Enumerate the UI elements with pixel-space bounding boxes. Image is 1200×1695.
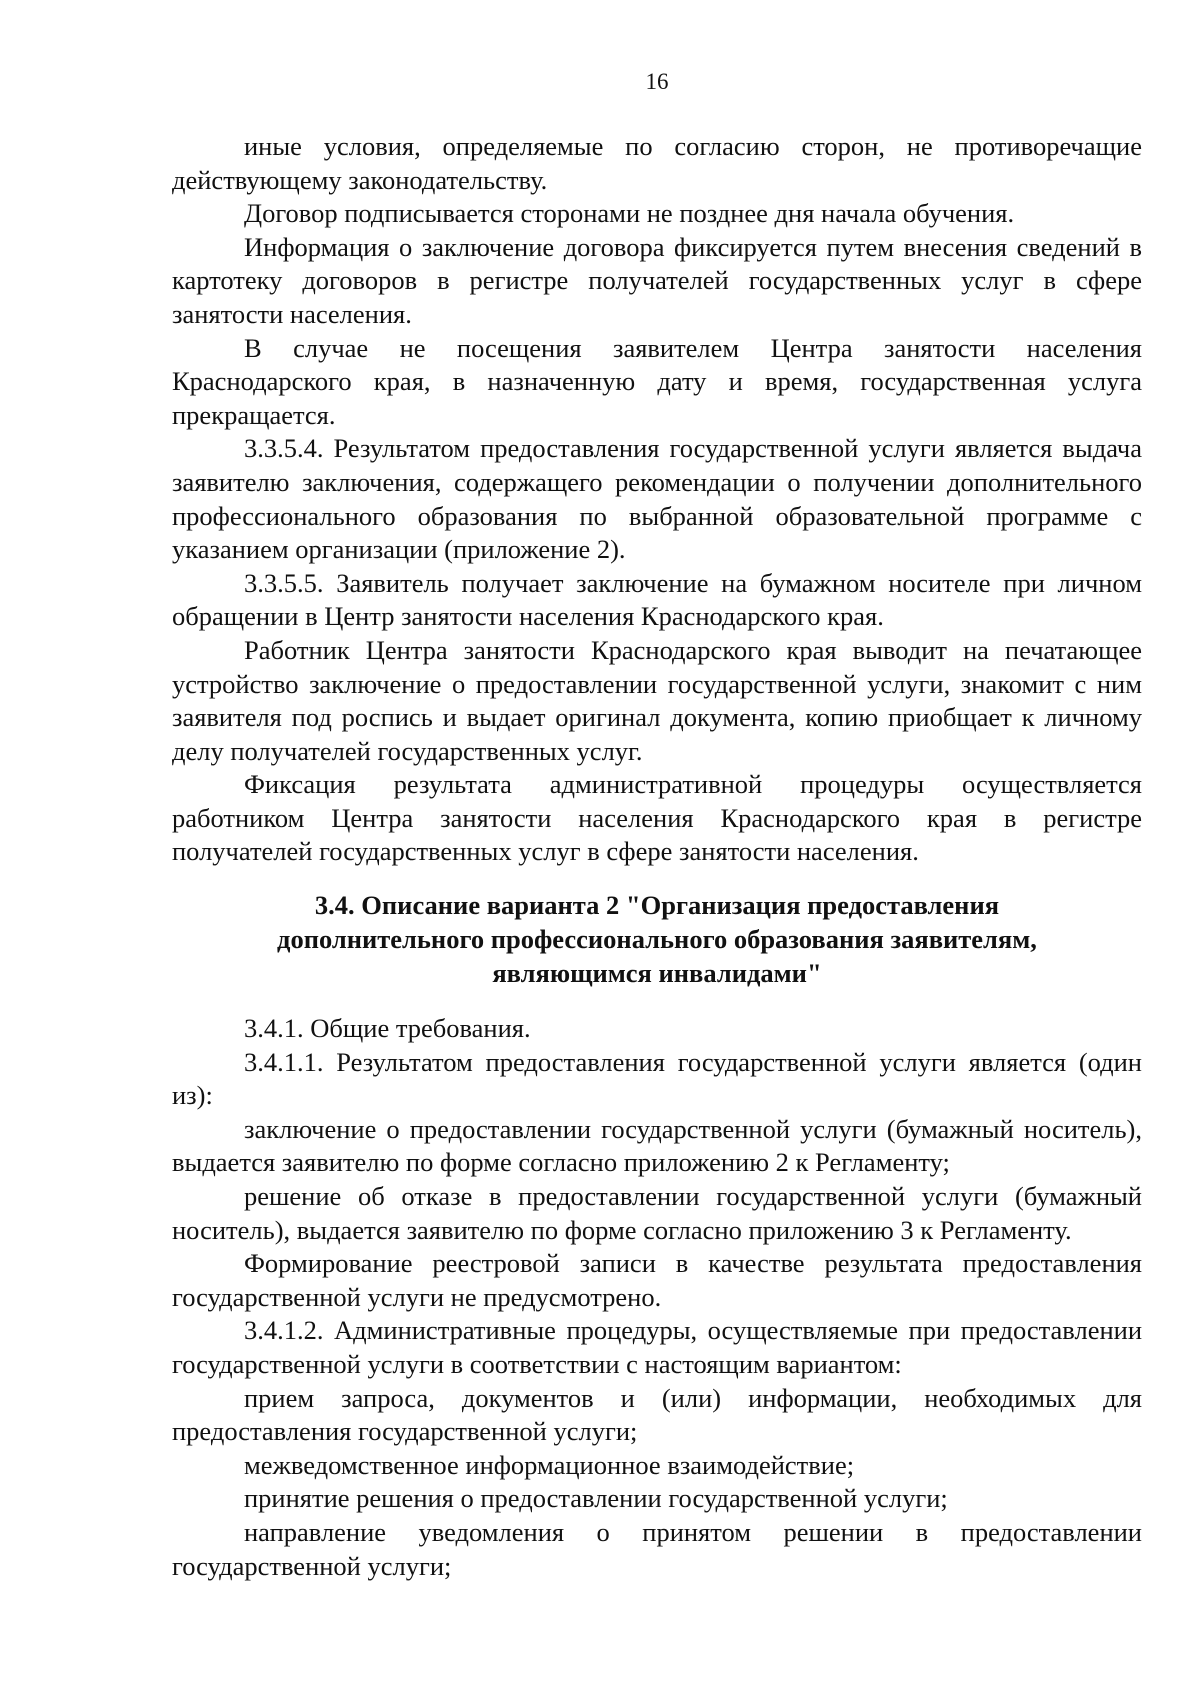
- section-text: [172, 1012, 1142, 1583]
- paragraph: Формирование реестровой записи в качестве результата предоставления государственной услуги не предусмотрено.: [172, 1248, 1142, 1312]
- section-heading-line: 3.4. Описание варианта 2 "Организация предоставления: [314, 890, 1000, 920]
- paragraph: 3.3.5.4. Результатом предоставления государственной услуги является выдача заявителю заключения, содержащего рекомендации о получении дополнительного профессионального образования по выбранной образовательной программе с указанием организации (приложение 2).: [172, 433, 1142, 565]
- paragraph: 3.4.1.1. Результатом предоставления государственной услуги является (один из):: [172, 1046, 1142, 1111]
- section-heading-line: дополнительного профессионального образования заявителям,: [277, 924, 1037, 954]
- paragraph: иные условия, определяемые по согласию сторон, не противоречащие действующему законодательству.: [172, 131, 1142, 195]
- paragraph: 3.3.5.5. Заявитель получает заключение на бумажном носителе при личном обращении в Центр занятости населения Краснодарского края.: [172, 567, 1142, 632]
- paragraph: прием запроса, документов и (или) информации, необходимых для предоставления государственной услуги;: [172, 1382, 1142, 1447]
- paragraph: межведомственное информационное взаимодействие;: [244, 1449, 855, 1480]
- paragraph: заключение о предоставлении государственной услуги (бумажный носитель), выдается заявителю по форме согласно приложению 2 к Регламенту;: [172, 1113, 1142, 1178]
- section-heading-line: являющимся инвалидами": [492, 958, 822, 988]
- paragraph: 3.4.1.2. Административные процедуры, осуществляемые при предоставлении государственной услуги в соответствии с настоящим вариантом:: [172, 1315, 1142, 1379]
- paragraph: принятие решения о предоставлении государственной услуги;: [244, 1483, 948, 1514]
- paragraph: 3.4.1. Общие требования.: [244, 1013, 531, 1043]
- paragraph: решение об отказе в предоставлении государственной услуги (бумажный носитель), выдается заявителю по форме согласно приложению 3 к Регламенту.: [172, 1180, 1142, 1245]
- paragraph: Работник Центра занятости Краснодарского края выводит на печатающее устройство заключение о предоставлении государственной услуги, знакомит с ним заявителя под роспись и выдает оригинал документа, копию приобщает к личному делу получателей государственных услуг.: [172, 634, 1142, 766]
- paragraph: Информация о заключение договора фиксируется путем внесения сведений в картотеку договоров в регистре получателей государственных услуг в сфере занятости населения.: [172, 231, 1142, 329]
- page-number: 16: [645, 69, 669, 94]
- paragraph: Договор подписывается сторонами не позднее дня начала обучения.: [244, 198, 1015, 229]
- body-text: [172, 130, 1142, 869]
- paragraph: направление уведомления о принятом решении в предоставлении государственной услуги;: [172, 1516, 1142, 1581]
- paragraph: Фиксация результата административной процедуры осуществляется работником Центра занятости населения Краснодарского края в регистре получателей государственных услуг в сфере занятости населения.: [172, 769, 1142, 867]
- paragraph: В случае не посещения заявителем Центра занятости населения Краснодарского края, в назначенную дату и время, государственная услуга прекращается.: [172, 332, 1142, 430]
- section-heading: [172, 888, 1142, 990]
